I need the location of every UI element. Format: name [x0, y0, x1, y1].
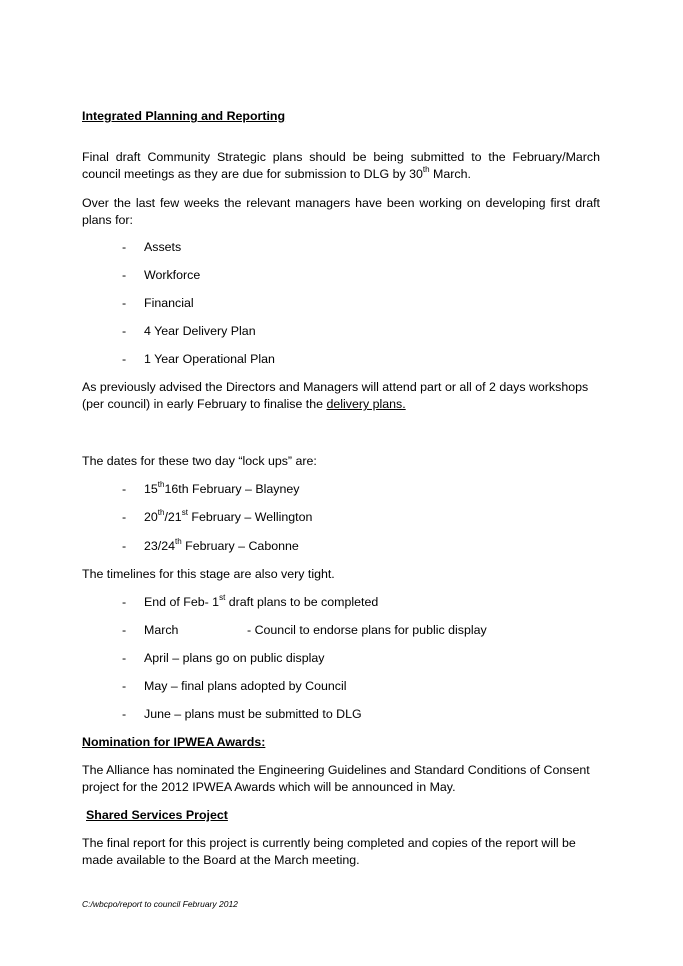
list-dash: - — [122, 595, 127, 609]
list-dash: - — [122, 679, 127, 693]
paragraph-lockups: The dates for these two day “lock ups” are: — [82, 454, 317, 468]
date-item-wellington: 20th/21st February – Wellington — [144, 507, 313, 524]
list-item: 4 Year Delivery Plan — [144, 324, 256, 338]
paragraph-shared-services: The final report for this project is currently being completed and copies of the report will be made available to the Board at the March meeting. — [82, 836, 576, 867]
list-item: Financial — [144, 296, 194, 310]
paragraph-timelines: The timelines for this stage are also very tight. — [82, 567, 335, 581]
list-dash: - — [122, 240, 127, 254]
list-dash: - — [122, 482, 127, 496]
paragraph-managers: Over the last few weeks the relevant managers have been working on developing first draft plans for: — [82, 196, 600, 227]
list-dash: - — [122, 539, 127, 553]
footer-path: C:/wbcpo/report to council February 2012 — [82, 899, 238, 909]
section-heading-ipwea: Nomination for IPWEA Awards: — [82, 735, 266, 749]
list-dash: - — [122, 352, 127, 366]
timeline-item: April – plans go on public display — [144, 651, 325, 665]
section-heading-shared-services: Shared Services Project — [86, 808, 228, 822]
timeline-item: June – plans must be submitted to DLG — [144, 707, 362, 721]
date-item-blayney: 15th16th February – Blayney — [144, 479, 300, 496]
list-dash: - — [122, 296, 127, 310]
list-dash: - — [122, 324, 127, 338]
timeline-item: End of Feb- 1st draft plans to be completed — [144, 592, 379, 609]
date-item-cabonne: 23/24th February – Cabonne — [144, 536, 299, 553]
list-dash: - — [122, 268, 127, 282]
timeline-item-march-label: March — [144, 623, 179, 637]
list-item: Assets — [144, 240, 182, 254]
list-item: 1 Year Operational Plan — [144, 352, 275, 366]
paragraph-strategic-plans: Final draft Community Strategic plans should be being submitted to the February/March council meetings as they are due for submission to DLG by 30th March. — [82, 150, 600, 181]
timeline-item-march-detail: - Council to endorse plans for public display — [247, 623, 487, 637]
list-item: Workforce — [144, 268, 201, 282]
paragraph-ipwea: The Alliance has nominated the Engineering Guidelines and Standard Conditions of Consent project for the 2012 IPWEA Awards which will be announced in May. — [82, 763, 590, 794]
timeline-item: May – final plans adopted by Council — [144, 679, 347, 693]
list-dash: - — [122, 707, 127, 721]
delivery-plans-link[interactable]: delivery plans. — [326, 397, 406, 411]
list-dash: - — [122, 651, 127, 665]
list-dash: - — [122, 623, 127, 637]
section-heading-ipr: Integrated Planning and Reporting — [82, 109, 286, 123]
list-dash: - — [122, 510, 127, 524]
paragraph-workshops: As previously advised the Directors and Managers will attend part or all of 2 days workshops (per council) in early February to finalise the delivery plans. — [82, 380, 589, 411]
